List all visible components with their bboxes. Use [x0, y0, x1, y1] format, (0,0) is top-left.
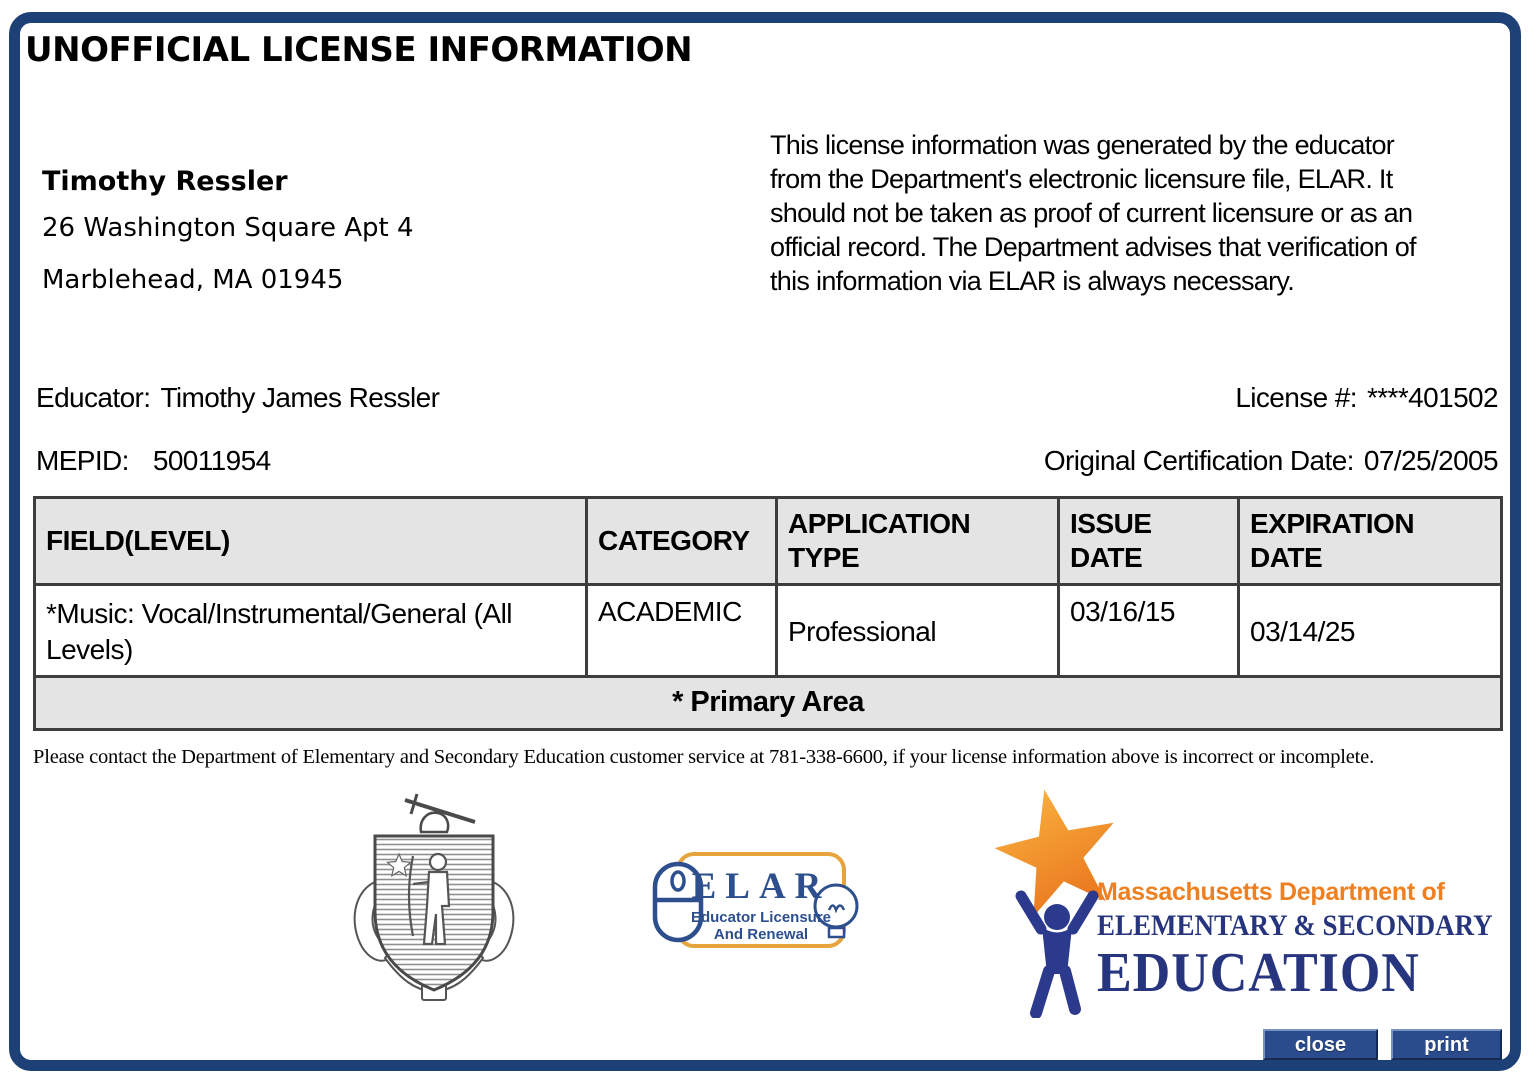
mepid-value: 50011954	[152, 445, 271, 476]
print-button[interactable]: print	[1391, 1029, 1502, 1060]
recipient-address-line2: Marblehead, MA 01945	[42, 265, 344, 295]
disclaimer-text: This license information was generated by the educator from the Department's electronic licensure file, ELAR. It should not be taken as proof of current licensure or as an official record. The Department advises that verification of this information via ELAR is always necessary.	[770, 130, 1416, 296]
educator-name-group	[36, 382, 439, 414]
educator-label: Educator:	[36, 382, 151, 413]
col-header-category: CATEGORY	[587, 498, 777, 585]
state-seal-svg	[345, 792, 523, 1014]
dese-line-2: ELEMENTARY & SECONDARY	[1097, 909, 1493, 942]
license-table-header-row	[35, 498, 1502, 585]
dese-line-1: Massachusetts Department of	[1097, 878, 1445, 906]
educator-row	[36, 382, 1498, 414]
cell-expiration-date: 03/14/25	[1239, 585, 1502, 677]
elar-tagline-2: And Renewal	[713, 926, 809, 943]
page-title: UNOFFICIAL LICENSE INFORMATION	[25, 30, 693, 70]
elar-logo	[650, 846, 868, 961]
elar-tagline-1: Educator Licensure	[690, 909, 832, 926]
elar-acronym: ELAR	[691, 866, 831, 907]
license-table	[33, 496, 1503, 731]
primary-area-footnote: * Primary Area	[35, 676, 1502, 729]
col-header-expiration-date: EXPIRATION DATE	[1239, 498, 1502, 585]
mepid-row	[36, 445, 1498, 477]
educator-name: Timothy James Ressler	[160, 382, 440, 413]
license-number-group	[1235, 382, 1498, 414]
dese-line-3: EDUCATION	[1097, 942, 1420, 1004]
cert-date-value: 07/25/2005	[1363, 445, 1498, 476]
mepid-group	[36, 445, 271, 477]
recipient-name: Timothy Ressler	[42, 166, 288, 197]
dese-logo-text	[1097, 878, 1532, 1005]
col-header-field-level: FIELD(LEVEL)	[35, 498, 587, 585]
massachusetts-state-seal-icon	[345, 792, 523, 1019]
license-table-row	[35, 585, 1502, 677]
license-number-label: License #:	[1235, 382, 1357, 413]
cell-application-type: Professional	[777, 585, 1059, 677]
cert-date-group	[1044, 445, 1498, 477]
cell-field-level: *Music: Vocal/Instrumental/General (All Levels)	[35, 585, 587, 677]
cell-category: ACADEMIC	[587, 585, 777, 677]
cert-date-label: Original Certification Date:	[1043, 445, 1354, 476]
col-header-issue-date: ISSUE DATE	[1059, 498, 1239, 585]
col-header-application-type: APPLICATION TYPE	[777, 498, 1059, 585]
contact-note: Please contact the Department of Elementary and Secondary Education customer service at 781-338-6600, if your license information above is incorrect or incomplete.	[33, 746, 1374, 768]
recipient-address-block	[42, 166, 414, 317]
cell-issue-date: 03/16/15	[1059, 585, 1239, 677]
recipient-address-line1: 26 Washington Square Apt 4	[42, 213, 414, 243]
license-table-footnote-row	[35, 676, 1502, 729]
mepid-label: MEPID:	[36, 445, 129, 476]
license-number-value: ****401502	[1366, 382, 1498, 413]
close-button[interactable]: close	[1263, 1029, 1378, 1060]
dese-logo	[995, 786, 1493, 1018]
elar-logo-svg	[650, 846, 868, 956]
